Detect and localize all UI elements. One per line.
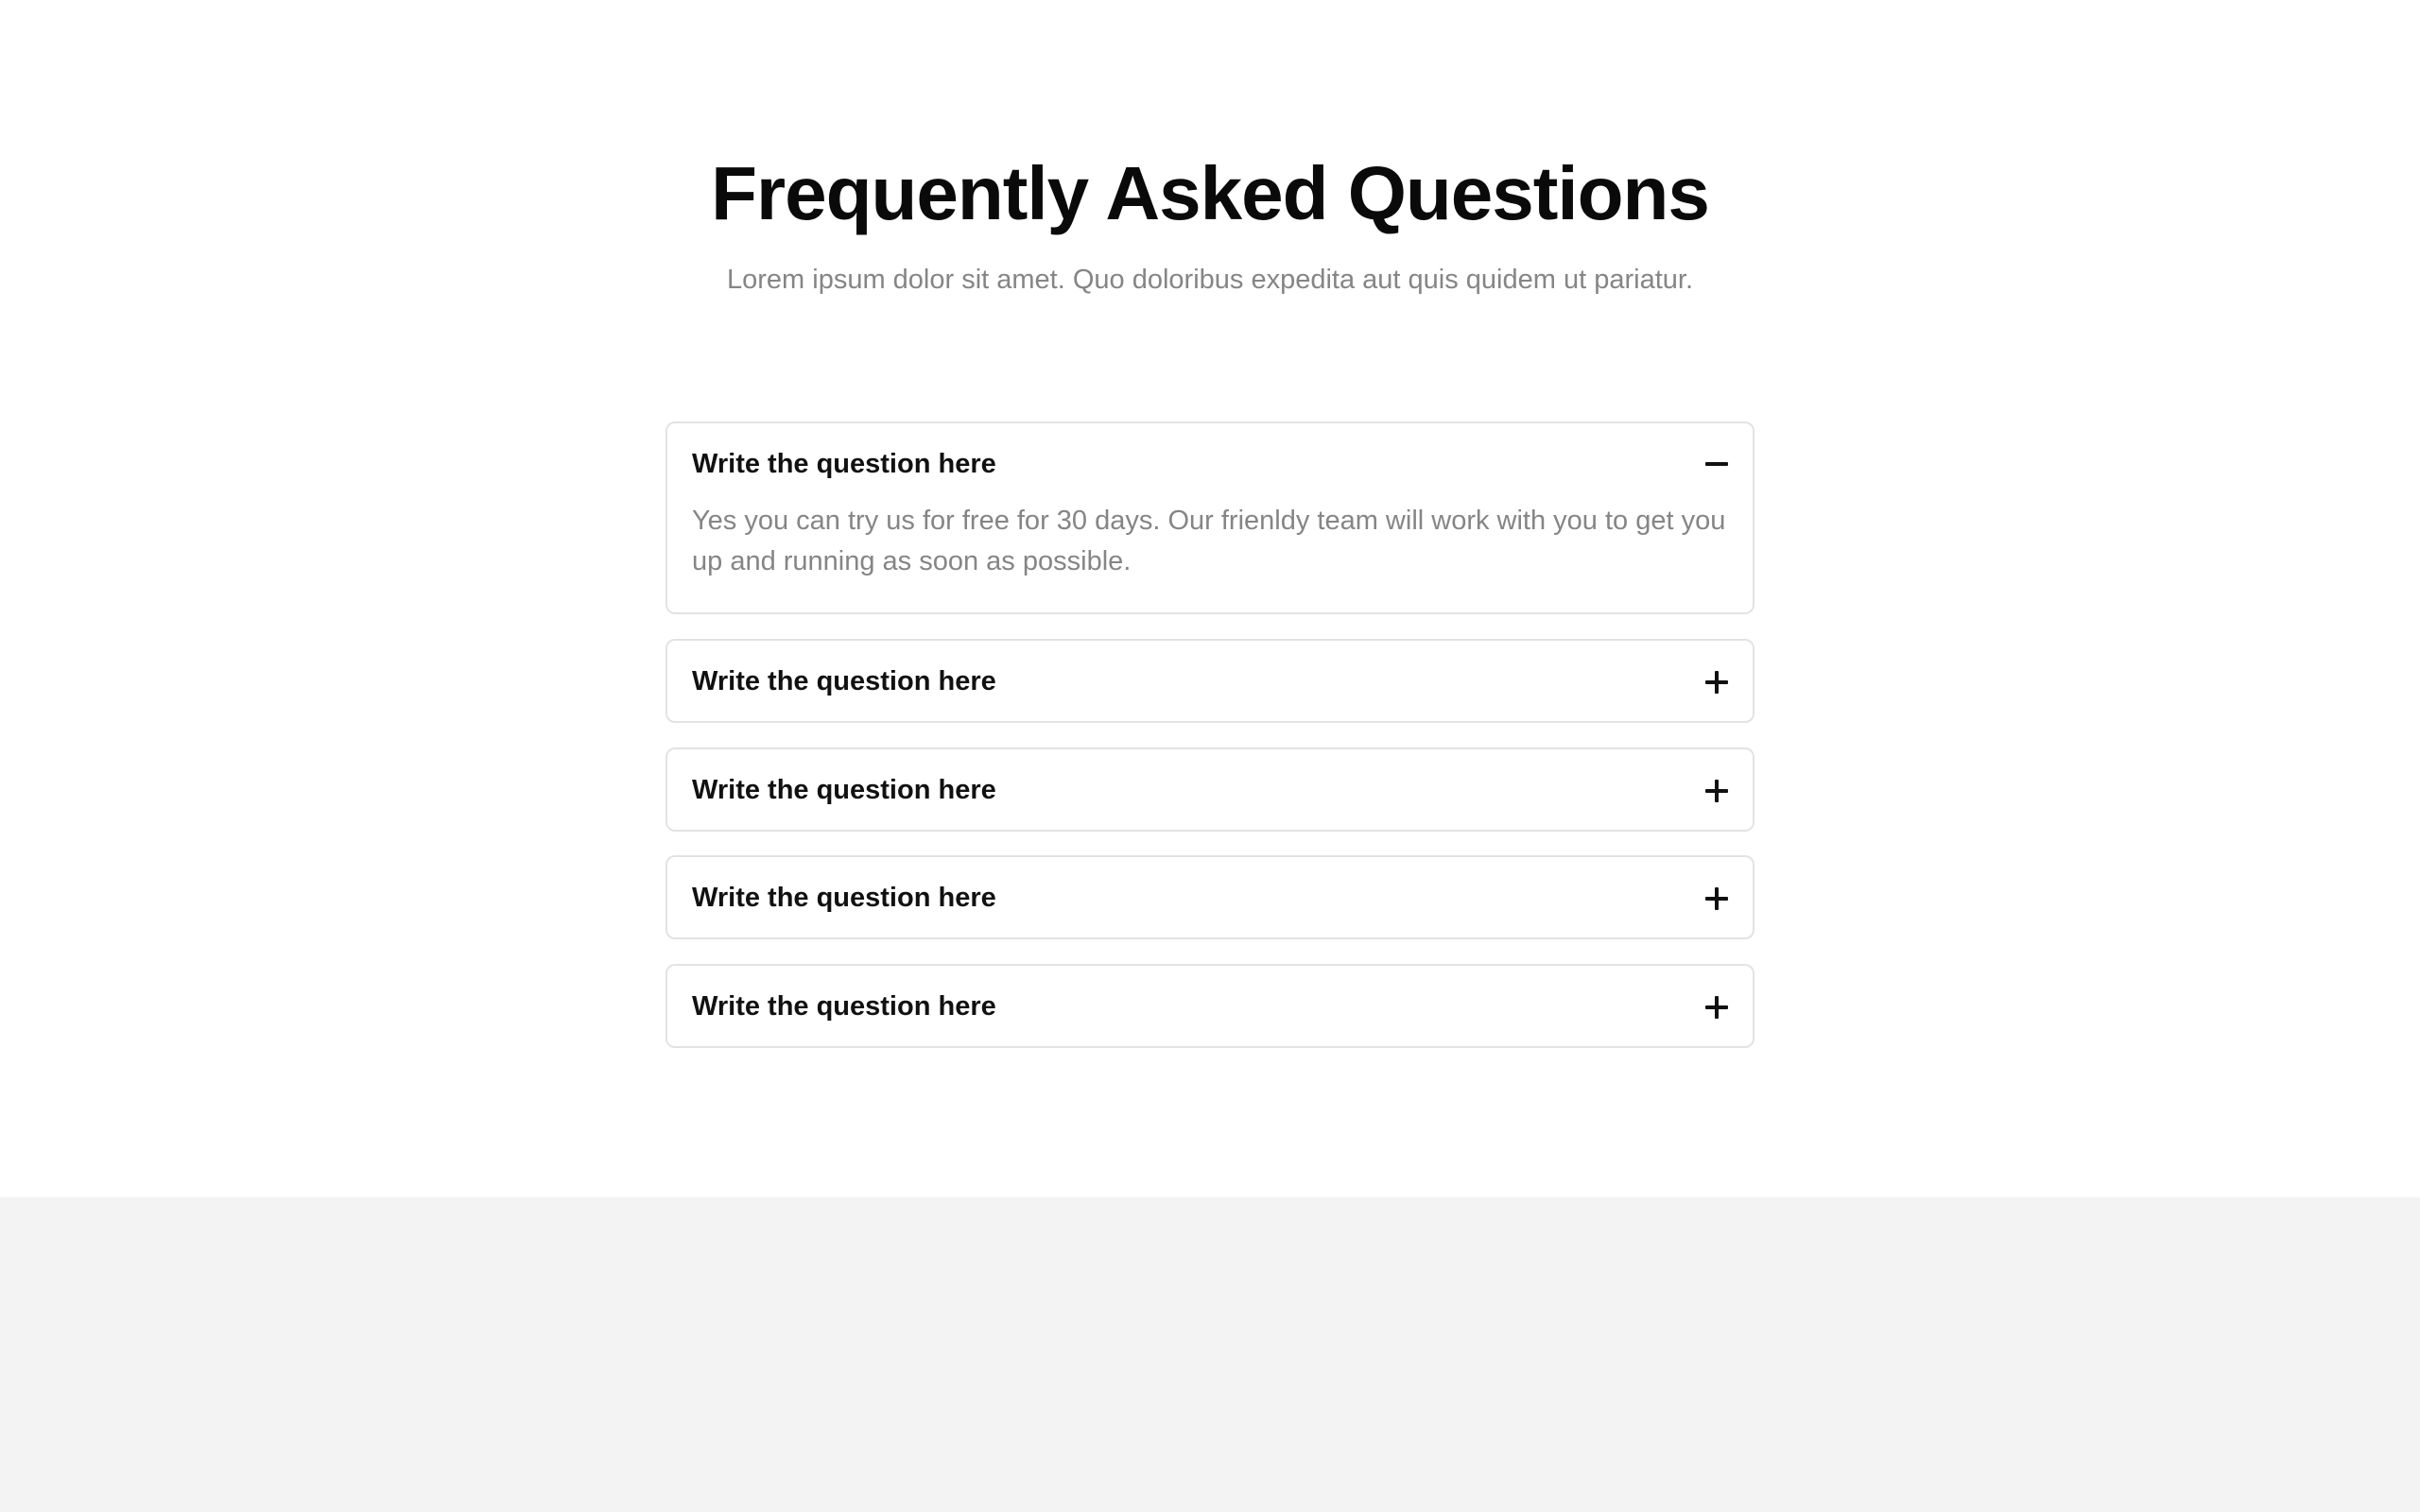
faq-toggle-2[interactable] — [667, 641, 1753, 723]
faq-toggle-5[interactable] — [667, 966, 1753, 1048]
faq-toggle-4[interactable] — [667, 857, 1753, 939]
plus-icon[interactable] — [1705, 780, 1728, 802]
footer-area — [0, 1197, 2420, 1512]
faq-answer: Yes you can try us for free for 30 days. Our frienldy team will work with you to get you up and running as soon as possible. — [692, 506, 1726, 576]
faq-toggle-1[interactable] — [667, 423, 1753, 505]
faq-question: Write the question here — [692, 666, 996, 696]
faq-question: Write the question here — [692, 448, 996, 479]
plus-icon[interactable] — [1705, 671, 1728, 694]
faq-item-1 — [666, 421, 1754, 614]
faq-question: Write the question here — [692, 883, 996, 913]
plus-icon[interactable] — [1705, 996, 1728, 1019]
faq-item-5[interactable] — [666, 964, 1754, 1048]
faq-toggle-3[interactable] — [667, 749, 1753, 832]
faq-title: Frequently Asked Questions — [711, 151, 1709, 235]
faq-list — [666, 421, 1754, 1073]
minus-icon[interactable] — [1705, 453, 1728, 475]
faq-question: Write the question here — [692, 775, 996, 805]
faq-item-4[interactable] — [666, 855, 1754, 939]
faq-question: Write the question here — [692, 991, 996, 1022]
faq-item-2[interactable] — [666, 639, 1754, 723]
plus-icon[interactable] — [1705, 887, 1728, 910]
faq-subtitle: Lorem ipsum dolor sit amet. Quo doloribus expedita aut quis quidem ut pariatur. — [727, 265, 1693, 295]
faq-item-3[interactable] — [666, 747, 1754, 832]
